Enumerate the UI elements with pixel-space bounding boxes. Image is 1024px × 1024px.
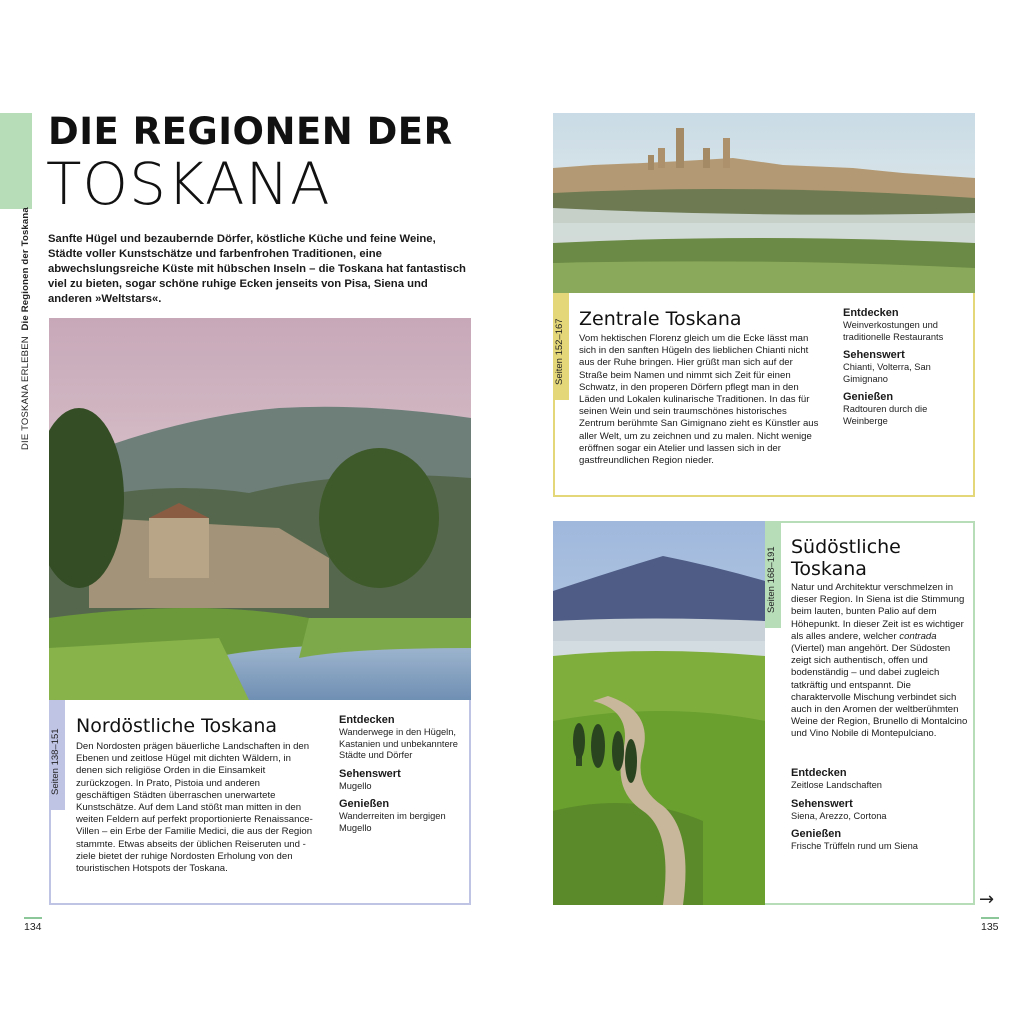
region-title-central: Zentrale Toskana — [579, 308, 742, 330]
next-page-arrow-icon[interactable]: → — [979, 889, 995, 910]
intro-paragraph: Sanfte Hügel und bezaubernde Dörfer, köstliche Küche und feine Weine, Städte voller Kunstschätze und farbenfrohen Traditionen, eine abwechslungsreiche Küste mit hübschen Inseln – die Toskana hat fantastisch viel zu bieten, sogar schöne ruhige Ecken jenseits von Pisa, Siena und anderen »Weltstars«. — [48, 233, 466, 305]
page-title-line2: TOSKANA — [46, 150, 331, 218]
photo-san-gimignano — [553, 113, 975, 293]
facts-geniessen-value: Wanderreiten im bergigen Mugello — [339, 811, 446, 833]
facts-entdecken-label: Entdecken — [339, 714, 395, 726]
pages-tab-southeast — [765, 521, 781, 628]
pages-label-southeast: Seiten 168–191 — [766, 546, 777, 613]
region-title-northeast: Nordöstliche Toskana — [76, 715, 278, 737]
photo-central-svg — [553, 113, 975, 293]
facts-entdecken-value: Weinverkostungen und traditionelle Restaurants — [843, 320, 944, 342]
region-title-southeast-line1: Südöstliche — [791, 536, 901, 558]
region-facts-central — [843, 307, 968, 428]
region-title-southeast — [791, 536, 901, 580]
page-number-left: 134 — [24, 921, 42, 933]
running-header-section: DIE TOSKANA ERLEBEN — [20, 336, 31, 450]
photo-val-dorcia — [553, 521, 765, 905]
region-text-southeast-part1: Natur und Architektur verschmelzen in dieser Region. In Siena ist die Stimmung beim lauten, bunten Palio auf dem Höhepunkt. In dieser Zeit ist es wichtiger als alles andere, welcher — [791, 582, 965, 642]
region-text-northeast: Den Nordosten prägen bäuerliche Landschaften in den Ebenen und zeitlose Hügel mit dichten Wäldern, in denen sich religiöse Orden in die Einsamkeit zurückzogen. In Prato, Pistoia und anderen geschäftigen Städten überraschen unerwartete Kunstschätze. Auf dem Land stößt man mitten in den weiten Feldern auf perfekt proportionierte Renaissance-Villen – ein Erbe der Familie Medici, die aus der Region stammte. Etwas abseits der üblichen Reiseruten und -ziele bietet der ruhige Nordosten Erholung von den touristischen Hotspots der Toskana. — [76, 741, 313, 875]
region-text-southeast-part2: (Viertel) man angehört. Der Südosten zeigt sich authentisch, offen und bodenständig – und dabei zugleich tatkräftig und entspannt. Die charaktervolle Mischung verbindet sich auch in den Aromen der weltberühmten Weine der Region, Brunello di Montalcino und Vino Nobile di Montepulciano. — [791, 643, 968, 740]
facts-sehenswert-label: Sehenswert — [791, 797, 853, 810]
photo-northeast-landscape — [49, 318, 471, 700]
region-facts-northeast — [339, 714, 464, 835]
photo-southeast-svg — [553, 521, 765, 905]
facts-geniessen-label: Genießen — [843, 391, 894, 404]
pages-tab-northeast — [49, 700, 65, 810]
facts-sehenswert-value: Chianti, Volterra, San Gimignano — [843, 362, 931, 384]
region-facts-southeast — [791, 767, 966, 853]
running-header-chapter: Die Regionen der Toskana — [20, 207, 31, 331]
facts-geniessen-label: Genießen — [791, 828, 842, 841]
pages-label-central: Seiten 152–167 — [554, 318, 565, 385]
region-text-central: Vom hektischen Florenz gleich um die Ecke lässt man sich in den sanften Hügeln des lieblichen Chianti nicht aus der Ruhe bringen. Hier grüßt man sich auf der Straße beim Namen und nimmt sich Zeit für einen Schwatz, in den properen Dörfern pflegt man in den Läden und Lokalen kulinarische Traditionen. In das für seinen Wein und sein traumschönes historisches Zentrum berühmte San Gimignano zieht es Künstler aus aller Welt, um zu zeichnen und zu malen. Nicht wenige eröffnen sogar ein Atelier und lassen sich in der gastfreundlichen Region nieder. — [579, 333, 819, 467]
region-title-southeast-line2: Toskana — [791, 558, 867, 580]
facts-sehenswert-value: Siena, Arezzo, Cortona — [791, 810, 887, 821]
page-title-line1: DIE REGIONEN DER — [48, 110, 453, 153]
page-number-right: 135 — [981, 921, 999, 933]
facts-sehenswert-label: Sehenswert — [339, 767, 401, 780]
page-number-rule-right — [981, 917, 999, 919]
facts-entdecken-label: Entdecken — [791, 767, 847, 779]
facts-geniessen-value: Frische Trüffeln rund um Siena — [791, 841, 918, 852]
facts-geniessen-label: Genießen — [339, 798, 390, 811]
pages-tab-central — [553, 293, 569, 400]
region-text-southeast-emphasis: contrada — [899, 630, 937, 642]
page-number-rule-left — [24, 917, 42, 919]
region-text-southeast — [791, 582, 968, 741]
facts-sehenswert-label: Sehenswert — [843, 349, 905, 362]
facts-geniessen-value: Radtouren durch die Weinberge — [843, 404, 928, 426]
facts-sehenswert-value: Mugello — [339, 780, 372, 791]
facts-entdecken-value: Wanderwege in den Hügeln, Kastanien und unbekanntere Städte und Dörfer — [339, 727, 458, 761]
running-header — [20, 207, 31, 450]
facts-entdecken-label: Entdecken — [843, 307, 899, 319]
pages-label-northeast: Seiten 138–151 — [50, 728, 61, 795]
photo-northeast-svg — [49, 318, 471, 700]
facts-entdecken-value: Zeitlose Landschaften — [791, 780, 882, 790]
green-tab-marker — [0, 113, 32, 209]
